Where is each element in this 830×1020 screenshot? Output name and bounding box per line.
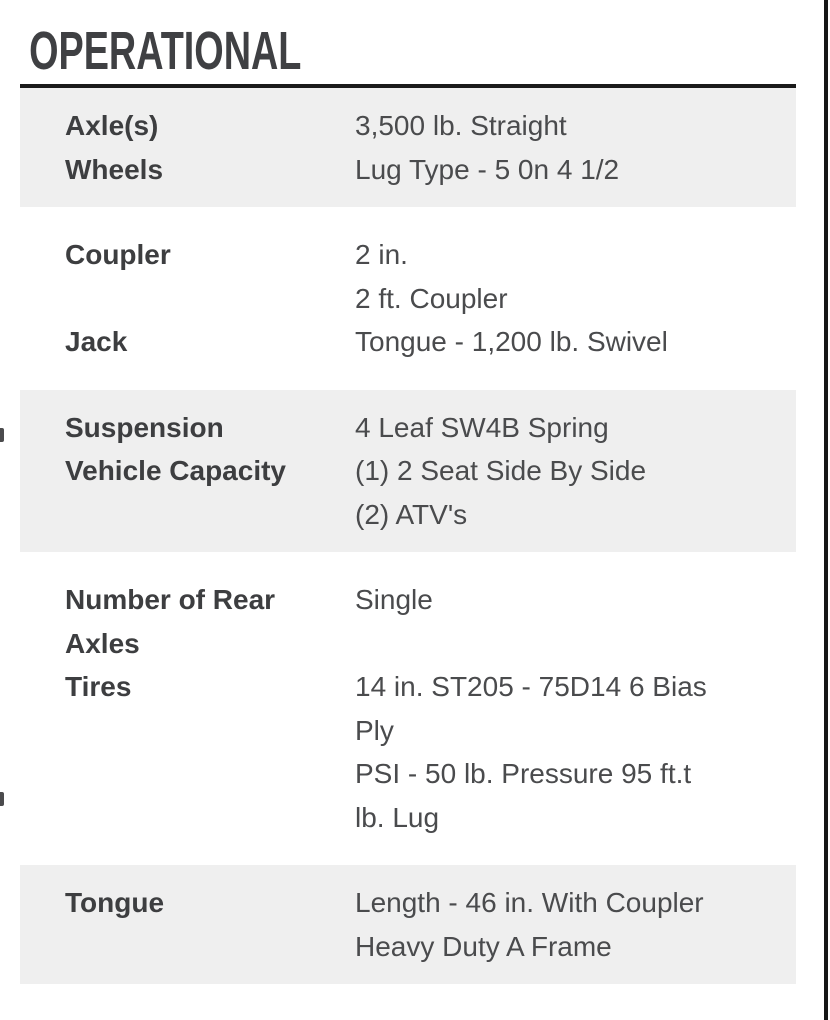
spec-label-line: Tires [65,671,132,702]
spec-value [355,320,795,364]
spec-row [20,390,796,553]
spec-label [65,449,355,493]
spec-label [65,578,355,665]
spec-value-line: Heavy Duty A Frame [355,930,612,962]
spec-value [355,406,795,450]
spec-value-line: lb. Lug [355,801,440,833]
spec-item [20,881,796,968]
spec-value [355,233,795,320]
spec-item [20,449,796,536]
spec-item [20,104,796,148]
spec-value-line: 3,500 lb. Straight [355,110,567,141]
spec-value-line: 2 ft. Coupler [355,282,508,314]
spec-value-line: Length - 46 in. With Coupler [355,887,704,918]
spec-label [65,233,355,277]
left-edge-artifact [0,792,4,806]
spec-value-line: Single [355,584,433,615]
spec-row [20,207,796,390]
spec-value [355,148,795,192]
spec-value-line: 14 in. ST205 - 75D14 6 Bias [355,671,707,702]
spec-label [65,104,355,148]
spec-item [20,233,796,320]
spec-label [65,665,355,709]
spec-label-line: Axles [65,627,140,659]
spec-value-line: (1) 2 Seat Side By Side [355,455,647,486]
spec-item [20,320,796,364]
spec-label-line: Coupler [65,239,171,270]
spec-value [355,881,795,968]
spec-label-line: Wheels [65,153,164,185]
spec-value-line: 4 Leaf SW4B Spring [355,411,609,443]
spec-label-line: Tongue [65,887,165,918]
spec-label-line: Jack [65,326,128,357]
spec-row [20,552,796,865]
spec-item [20,665,796,839]
spec-table [20,88,796,984]
spec-item [20,148,796,192]
spec-label-line: Axle(s) [65,110,159,141]
spec-label [65,148,355,192]
spec-value-line: Lug Type - 5 0n 4 1/2 [355,153,620,185]
spec-row [20,865,796,984]
spec-label-line: Vehicle Capacity [65,455,287,486]
spec-value [355,578,795,622]
spec-value [355,104,795,148]
spec-label-line: Suspension [65,411,224,443]
spec-row [20,88,796,207]
spec-label [65,881,355,925]
specs-section [20,0,796,984]
spec-value-line: Ply [355,714,394,746]
spec-value-line: (2) ATV's [355,498,468,530]
spec-label-line: Number of Rear [65,584,276,615]
spec-value-line: Tongue - 1,200 lb. Swivel [355,326,668,357]
spec-item [20,406,796,450]
section-title: OPERATIONAL [29,21,302,81]
spec-value [355,665,795,839]
spec-label [65,320,355,364]
spec-value-line: 2 in. [355,239,408,270]
spec-item [20,578,796,665]
spec-value-line: PSI - 50 lb. Pressure 95 ft.t [355,758,692,789]
spec-value [355,449,795,536]
spec-label [65,406,355,450]
page-right-border [824,0,828,1020]
left-edge-artifact [0,428,4,442]
